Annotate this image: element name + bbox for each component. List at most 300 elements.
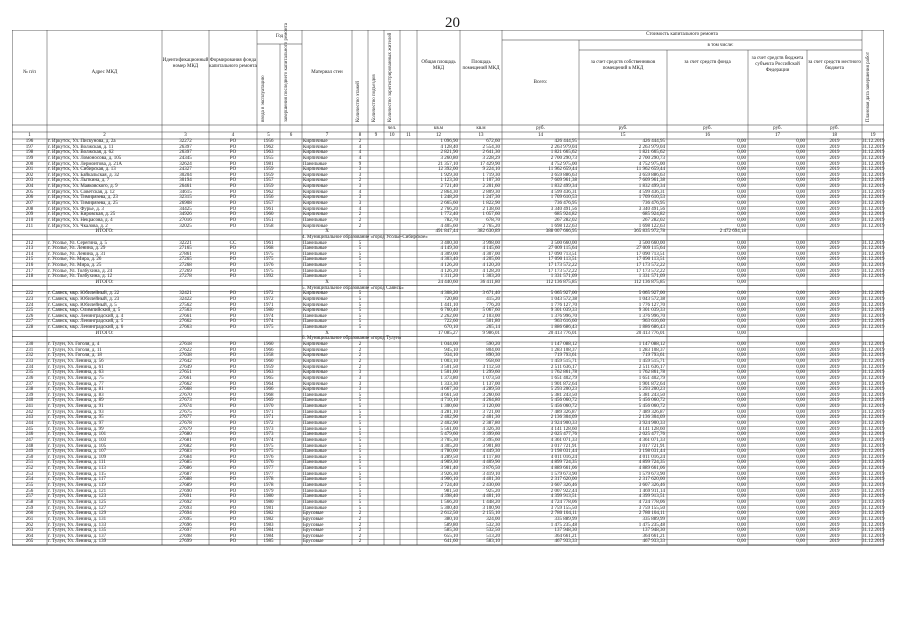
row-total: 467 933,33 [554, 539, 577, 545]
row-fund: 0,00 [737, 421, 746, 426]
unit-rub: руб. [703, 126, 712, 131]
row-id: 27668 [179, 387, 192, 393]
row-owners: 335 889,99 [642, 516, 665, 522]
row-floors: 5 [358, 432, 362, 438]
row-address: г. Тулун, Ул. Ленина, д. 129 [48, 511, 107, 517]
row-method: РО [229, 471, 237, 477]
row-total: 1 698 122,63 [550, 223, 577, 229]
row-owners: 5 456 060,72 [638, 404, 665, 410]
row-region: 0,00 [796, 437, 805, 443]
col-number: 14 [538, 133, 543, 138]
row-method: РО [229, 460, 237, 466]
itogo-owners: 365 835 972,78 [633, 229, 665, 235]
row-address: г. Иркутск, Ул. Чкалова, д. 2 [48, 223, 108, 229]
row-owners: 4 724 778,06 [638, 499, 665, 505]
col-number: 16 [705, 133, 710, 138]
row-address: г. Иркутск, Ул. Тимирязева, д. 23 [48, 195, 118, 201]
row-area: 3 981,40 [440, 466, 458, 472]
row-total: 4 399 913,51 [550, 494, 577, 500]
row-fund: 0,00 [737, 212, 746, 218]
row-term: 31.12.2019 [862, 347, 885, 353]
row-id: 27861 [179, 251, 192, 257]
row-address: г. Тулун, Ул. Ленина, д. 75 [48, 375, 104, 381]
row-area: 981,50 [444, 488, 458, 494]
row-area: 2 766,20 [440, 206, 458, 212]
row-method: РО [229, 325, 237, 331]
row-wall: Кирпичные [303, 195, 328, 201]
row-fund: 0,00 [737, 370, 746, 376]
row-fund: 0,00 [737, 409, 746, 415]
row-method: РО [229, 454, 237, 460]
row-term: 31.12.2019 [862, 364, 885, 370]
row-method: РО [229, 223, 237, 229]
row-number: 211 [25, 223, 34, 229]
itogo-label: ИТОГО: [95, 280, 114, 285]
row-year: 1971 [263, 415, 274, 421]
row-id: 27698 [179, 533, 192, 539]
row-number: 198 [25, 150, 34, 156]
row-floors: 5 [358, 494, 362, 500]
row-address: г. Тулун, Ул. Ленина, д. 109 [48, 454, 107, 460]
row-method: РО [229, 364, 237, 370]
row-owners: 267 282,02 [642, 217, 665, 223]
row-region: 0,00 [796, 421, 805, 426]
row-wall: Кирпичные [303, 370, 328, 376]
row-term: 31.12.2019 [862, 466, 885, 472]
section-title: 5. Муниципальное образование «город Саянск» [302, 285, 404, 291]
header-total: Всего: [533, 80, 548, 85]
row-year-plan: 2019 [829, 251, 840, 257]
itogo-fund: 0,00 [737, 280, 746, 285]
row-living-area: 1 303,20 [482, 274, 500, 280]
row-year: 1972 [263, 296, 274, 302]
row-term: 31.12.2019 [862, 251, 885, 257]
row-total: 5 456 060,72 [550, 398, 577, 404]
row-year-plan: 2019 [829, 483, 840, 489]
row-term: 31.12.2019 [862, 454, 885, 460]
row-year-plan: 2019 [829, 155, 840, 161]
row-year: 1972 [263, 291, 274, 297]
row-floors: 2 [358, 522, 362, 528]
row-year-plan: 2019 [829, 539, 840, 545]
row-method: РО [229, 150, 237, 156]
row-wall: Кирпичные [303, 347, 328, 353]
row-floors: 2 [358, 217, 362, 223]
row-floors: 5 [358, 325, 362, 331]
unit-rub: руб. [773, 126, 782, 131]
row-id: 27685 [179, 460, 192, 466]
row-floors: 5 [358, 466, 362, 472]
row-total: 335 889,99 [554, 516, 577, 522]
row-owners: 3 759 155,50 [638, 505, 665, 511]
row-total: 963 616,60 [554, 319, 577, 325]
row-region: 0,00 [796, 302, 805, 308]
row-term: 31.12.2019 [862, 161, 885, 167]
row-id: 27165 [179, 246, 192, 252]
row-method: РО [229, 494, 237, 500]
row-method: РО [229, 528, 237, 534]
row-total: 3 924 900,33 [550, 421, 577, 426]
row-year-plan: 2019 [829, 257, 840, 263]
row-total: 137 948,30 [554, 528, 577, 534]
row-method: РО [229, 246, 237, 252]
row-year: 1982 [263, 516, 274, 522]
row-floors: 2 [358, 353, 362, 359]
row-year-plan: 2019 [829, 223, 840, 229]
row-owners: 1 886 686,43 [638, 325, 665, 331]
row-owners: 17 173 572,22 [636, 263, 665, 269]
row-region: 0,00 [796, 268, 805, 274]
row-fund: 0,00 [737, 195, 746, 201]
row-fund: 0,00 [737, 178, 746, 184]
row-area: 4 906,10 [440, 477, 458, 483]
row-wall: Кирпичные [303, 155, 328, 161]
row-wall: Панельные [303, 325, 327, 331]
row-owners: 3 607 326,46 [638, 483, 665, 489]
row-id: 26908 [179, 201, 192, 207]
row-floors: 5 [358, 488, 362, 494]
row-method: РО [229, 449, 237, 455]
row-method: РО [229, 533, 237, 539]
row-floors: 4 [358, 150, 362, 156]
row-wall: Панельные [303, 460, 327, 466]
row-wall: Кирпичные [303, 223, 328, 229]
col-number: 12 [436, 133, 441, 138]
row-region: 0,00 [796, 409, 805, 415]
row-year: 1970 [263, 404, 274, 410]
row-method: РО [229, 172, 237, 178]
row-address: г. Усолье, Ул. Толбухина, д. 24 [48, 268, 113, 274]
row-fund: 0,00 [737, 342, 746, 348]
row-year: 1977 [263, 471, 274, 477]
itogo-x: X [325, 330, 329, 336]
row-fund: 0,00 [737, 319, 746, 325]
row-address: г. Иркутск, Ул. Кировская, д. 25 [48, 212, 116, 218]
row-total: 1 331 571,09 [550, 274, 577, 280]
row-region: 0,00 [796, 167, 805, 173]
row-area: 2 665,60 [440, 201, 458, 207]
row-floors: 3 [358, 381, 362, 387]
row-floors: 5 [358, 296, 362, 302]
row-owners: 467 933,33 [642, 539, 665, 545]
row-floors: 5 [358, 257, 362, 263]
row-id: 34425 [179, 206, 192, 212]
row-method: РО [229, 212, 237, 218]
row-year-plan: 2019 [829, 387, 840, 393]
row-address: г. Тулун, Ул. Ленина, д. 61 [48, 364, 104, 370]
row-fund: 0,00 [737, 460, 746, 466]
row-method: РО [229, 370, 237, 376]
row-fund: 0,00 [737, 263, 746, 269]
row-address: г. Тулун, Ул. Ленина, д. 83 [48, 392, 104, 398]
row-area: 3 501,50 [440, 364, 458, 370]
row-fund: 0,00 [737, 246, 746, 252]
row-living-area: 672,60 [486, 139, 500, 144]
row-term: 31.12.2019 [862, 358, 885, 364]
row-total: 364 661,21 [554, 533, 577, 539]
row-floors: 3 [358, 370, 362, 376]
row-year-plan: 2019 [829, 398, 840, 404]
row-wall: Панельные [303, 443, 327, 449]
row-living-area: 2 387,80 [482, 421, 500, 426]
row-wall: Брусовые [303, 528, 324, 534]
row-fund: 0,00 [737, 426, 746, 432]
row-total: 1 821 665,62 [550, 150, 577, 156]
col-number: 8 [358, 133, 362, 138]
row-year: 1978 [263, 483, 274, 489]
row-area: 1 333,30 [440, 381, 458, 387]
row-floors: 5 [358, 302, 362, 308]
row-owners: 2 263 979,04 [638, 144, 665, 150]
row-method: РО [229, 161, 237, 167]
row-year-plan: 2019 [829, 505, 840, 511]
row-id: 32315 [179, 195, 192, 201]
row-number: 209 [25, 212, 34, 218]
row-floors: 5 [358, 274, 362, 280]
row-area: 4 710,10 [440, 398, 458, 404]
row-floors: 5 [358, 449, 362, 455]
row-wall: Панельные [303, 477, 327, 483]
row-living-area: 1 107,30 [482, 178, 500, 184]
row-wall: Панельные [303, 483, 327, 489]
row-address: г. Тулун, Ул. Ленина, д. 119 [48, 483, 106, 489]
row-method: РО [229, 274, 237, 280]
row-owners: 1 832 499,34 [638, 184, 665, 190]
row-id: 34926 [179, 212, 192, 218]
row-area: 4 126,20 [440, 263, 458, 269]
row-total: 1 283 108,37 [550, 347, 577, 353]
row-id: 27622 [179, 347, 192, 353]
row-method: РО [229, 291, 237, 297]
row-address: г. Саянск, мкр. Ленинградский, д. 5 [48, 319, 124, 325]
row-area: 380,10 [444, 516, 458, 522]
row-fund: 0,00 [737, 375, 746, 381]
row-method: РО [229, 302, 237, 308]
row-year-plan: 2019 [829, 195, 840, 201]
row-term: 31.12.2019 [862, 387, 885, 393]
row-method: РО [229, 432, 237, 438]
row-area: 641,60 [444, 539, 458, 545]
row-id: 27016 [179, 217, 192, 223]
row-term: 31.12.2019 [862, 150, 885, 156]
row-fund: 0,00 [737, 522, 746, 528]
row-id: 27638 [179, 353, 192, 359]
row-area: 1 123,30 [440, 178, 458, 184]
row-owners: 11 962 659,44 [636, 167, 665, 173]
row-method: РО [229, 342, 237, 348]
row-id: 27687 [179, 471, 192, 477]
row-region: 0,00 [796, 449, 805, 455]
row-region: 0,00 [796, 522, 805, 528]
row-area: 5 300,40 [440, 505, 458, 511]
row-method: РО [229, 511, 237, 517]
row-method: РО [229, 392, 237, 398]
row-year: 1960 [263, 342, 274, 348]
row-number: 255 [25, 483, 34, 489]
row-term: 31.12.2019 [862, 460, 885, 466]
row-term: 31.12.2019 [862, 539, 885, 545]
header-id: Идентификационный номер МКД [162, 58, 209, 69]
row-floors: 5 [358, 483, 362, 489]
row-address: г. Тулун, Ул. Гоголя, д. 4 [48, 342, 100, 348]
row-id: 27694 [179, 511, 192, 517]
row-fund: 0,00 [737, 172, 746, 178]
row-method: РО [229, 313, 237, 319]
row-area: 2 402,90 [440, 421, 458, 426]
row-owners: 4 599 436,31 [638, 189, 665, 195]
row-year: 1975 [263, 257, 274, 263]
row-term: 31.12.2019 [862, 381, 885, 387]
row-year-plan: 2019 [829, 358, 840, 364]
row-floors: 3 [358, 167, 362, 173]
row-region: 0,00 [796, 499, 805, 505]
row-year: 1976 [263, 263, 274, 269]
row-fund: 0,00 [737, 144, 746, 150]
row-year-plan: 2019 [829, 319, 840, 325]
row-wall: Панельные [303, 246, 327, 252]
row-owners: 1 283 108,37 [638, 347, 665, 353]
row-term: 31.12.2019 [862, 370, 885, 376]
row-living-area: 4 120,20 [482, 263, 500, 269]
row-owners: 2 780 104,11 [638, 511, 665, 517]
row-fund: 0,00 [737, 201, 746, 207]
row-year: 1961 [263, 240, 274, 246]
row-year: 1976 [263, 454, 274, 460]
row-region: 0,00 [796, 375, 805, 381]
row-fund: 0,00 [737, 347, 746, 353]
row-fund: 0,00 [737, 488, 746, 494]
row-number: 243 [25, 415, 34, 421]
row-total: 17 173 572,22 [548, 268, 577, 274]
row-wall: Кирпичные [303, 189, 328, 195]
col-number: 6 [289, 133, 293, 138]
row-total: 2 025 477,76 [550, 432, 577, 438]
row-total: 2 700 290,73 [550, 155, 577, 161]
row-address: г. Тулун, Ул. Ленина, д. 89 [48, 398, 104, 404]
itogo-label: ИТОГО: [95, 330, 114, 336]
row-total: 1 043 572,38 [550, 296, 577, 302]
row-wall: Панельные [303, 499, 327, 505]
row-year-plan: 2019 [829, 201, 840, 207]
row-method: РО [229, 178, 237, 184]
row-area: 1 044,00 [440, 342, 458, 348]
row-address: г. Саянск, мкр. Юбилейный, д. 23 [48, 296, 120, 302]
row-living-area: 2 155,10 [482, 511, 500, 517]
row-address: г. Тулун, Ул. Ленина, д. 93 [48, 409, 104, 415]
header-method: Формирования фонда капитального ремонта [209, 58, 257, 69]
row-region: 0,00 [796, 533, 805, 539]
row-living-area: 5 067,60 [482, 308, 500, 314]
row-year-plan: 2019 [829, 421, 840, 426]
row-total: 1 147 088,12 [550, 342, 577, 348]
row-year: 1976 [263, 460, 274, 466]
row-living-area: 804,00 [486, 347, 500, 353]
row-method: РО [229, 539, 237, 545]
row-total: 11 962 659,44 [548, 167, 577, 173]
row-year-plan: 2019 [829, 516, 840, 522]
row-owners: 2 025 477,76 [638, 432, 665, 438]
row-region: 0,00 [796, 387, 805, 393]
row-area: 1 929,30 [440, 172, 458, 178]
row-fund: 0,00 [737, 139, 746, 144]
row-id: 27689 [179, 483, 192, 489]
unit-rub: руб. [536, 126, 545, 131]
row-living-area: 4 401,30 [482, 477, 500, 483]
row-region: 0,00 [796, 201, 805, 207]
row-region: 0,00 [796, 353, 805, 359]
row-living-area: 3 260,60 [482, 392, 500, 398]
row-year-plan: 2019 [829, 353, 840, 359]
row-owners: 719 793,61 [642, 353, 665, 359]
row-number: 241 [25, 404, 34, 410]
row-total: 1 762 861,78 [550, 370, 577, 376]
row-total: 3 340 491,56 [550, 206, 577, 212]
row-address: г. Тулун, Ул. Ленина, д. 107 [48, 449, 107, 455]
row-area: 1 096,90 [440, 139, 458, 144]
row-year: 1956 [263, 139, 274, 144]
section-title: 6. Муниципальное образование «город Тулун» [302, 336, 402, 342]
row-address: г. Тулун, Ул. Ленина, д. 123 [48, 494, 107, 500]
row-number: 231 [25, 347, 34, 353]
row-total: 1 376 996,70 [550, 313, 577, 319]
row-living-area: 4 264,80 [482, 398, 500, 404]
itogo-total: 388 007 666,95 [545, 229, 577, 235]
row-year: 1974 [263, 313, 274, 319]
row-id: 27684 [179, 454, 192, 460]
row-address: г. Иркутск, Ул. Ломоносова, д. 105 [48, 155, 122, 161]
row-year: 1961 [263, 206, 274, 212]
row-floors: 3 [358, 375, 362, 381]
row-number: 226 [25, 313, 34, 319]
row-total: 719 793,61 [554, 353, 577, 359]
row-year: 1975 [263, 251, 274, 257]
row-wall: Кирпичные [303, 150, 328, 156]
row-region: 0,00 [796, 195, 805, 201]
row-wall: Кирпичные [303, 353, 328, 359]
row-region: 0,00 [796, 466, 805, 472]
row-living-area: 1 299,60 [482, 370, 500, 376]
row-year: 1980 [263, 308, 274, 314]
row-living-area: 2 430,00 [482, 483, 500, 489]
row-term: 31.12.2019 [862, 184, 885, 190]
itogo-label: ИТОГО: [95, 229, 114, 235]
row-id: 27697 [179, 528, 192, 534]
row-living-area: 3 998,00 [482, 240, 500, 246]
row-total: 2 780 104,11 [550, 511, 577, 517]
row-wall: Панельные [303, 257, 327, 263]
row-area: 4 126,20 [440, 268, 458, 274]
row-method: РО [229, 375, 237, 381]
row-owners: 17 090 713,51 [636, 251, 665, 257]
row-fund: 0,00 [737, 466, 746, 472]
row-fund: 0,00 [737, 161, 746, 167]
row-year-plan: 2019 [829, 494, 840, 500]
row-living-area: 3 120,00 [482, 404, 500, 410]
row-year-plan: 2019 [829, 178, 840, 184]
row-id: 26397 [179, 144, 192, 150]
row-year: 1974 [263, 319, 274, 325]
row-owners: 1 698 122,63 [638, 223, 665, 229]
unit-people: чел. [387, 126, 397, 131]
unit-living-area: кв.м [476, 126, 486, 131]
row-wall: Брусовые [303, 516, 324, 522]
row-fund: 0,00 [737, 471, 746, 477]
row-year: 1959 [263, 172, 274, 178]
row-year: 1971 [263, 409, 274, 415]
row-total: 2 136 304,09 [550, 415, 577, 421]
row-total: 4 752 975,00 [550, 161, 577, 167]
row-year-plan: 2019 [829, 308, 840, 314]
